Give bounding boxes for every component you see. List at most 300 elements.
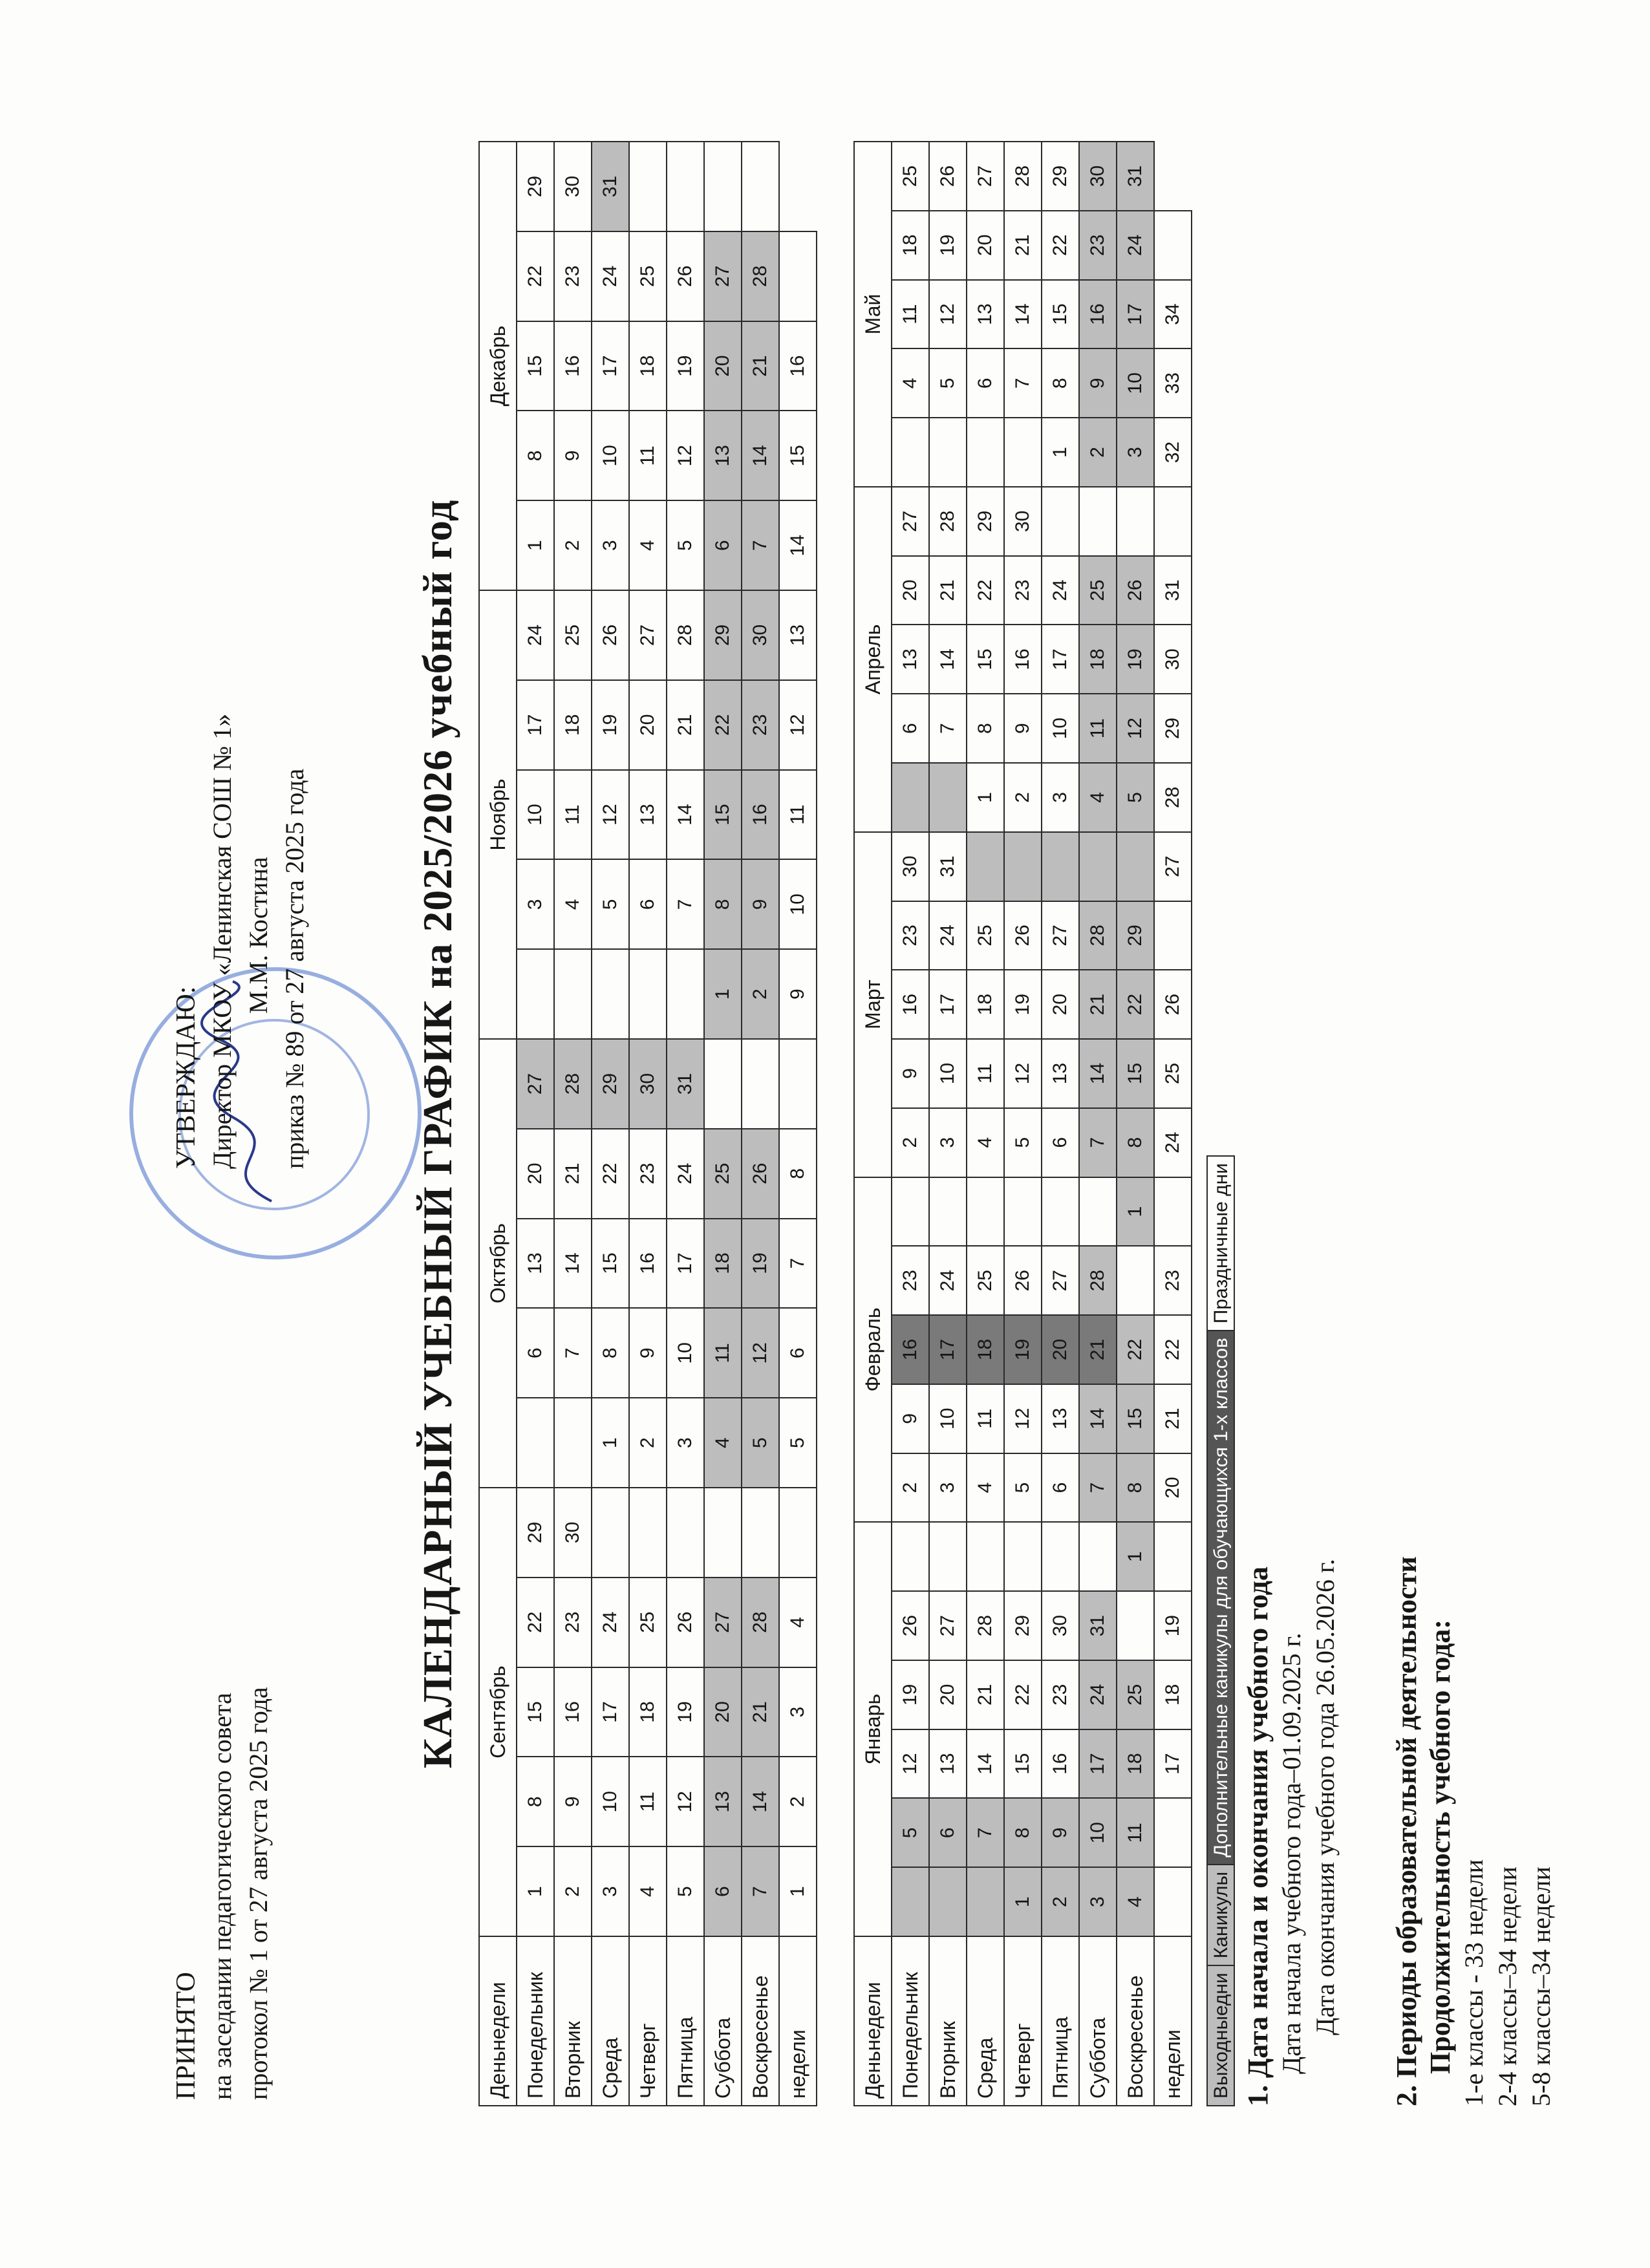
month-header: Январь — [854, 1522, 892, 1936]
date-cell — [1154, 1177, 1192, 1246]
date-cell — [667, 142, 704, 231]
date-cell: 29 — [517, 1488, 554, 1578]
date-cell: 18 — [1154, 1660, 1192, 1729]
date-cell: 9 — [554, 411, 592, 500]
date-cell: 27 — [929, 1591, 967, 1660]
date-cell: 9 — [1042, 1798, 1079, 1867]
date-cell — [1117, 1246, 1154, 1315]
date-cell — [704, 1039, 742, 1129]
date-cell: 24 — [1042, 556, 1079, 625]
date-cell: 17 — [1117, 280, 1154, 349]
date-cell: 20 — [1154, 1453, 1192, 1523]
date-cell: 13 — [517, 1219, 554, 1309]
approved-line-3: приказ № 89 от 27 августа 2025 года — [280, 768, 309, 1169]
date-cell: 26 — [1004, 901, 1042, 970]
date-cell: 4 — [629, 1846, 667, 1936]
date-cell: 21 — [1004, 211, 1042, 280]
date-cell: 4 — [1079, 763, 1117, 832]
date-cell — [779, 1488, 817, 1578]
date-cell: 1 — [517, 1846, 554, 1936]
date-cell: 18 — [967, 970, 1004, 1039]
date-cell: 5 — [892, 1798, 929, 1867]
approved-block — [168, 714, 313, 1169]
calendar-header-row — [854, 142, 892, 2106]
date-cell: 7 — [1079, 1453, 1117, 1523]
date-cell: 13 — [1042, 1039, 1079, 1108]
date-cell: 4 — [967, 1108, 1004, 1177]
section-dates — [1241, 1559, 1342, 2106]
date-cell: 10 — [929, 1384, 967, 1453]
date-cell: 10 — [592, 1757, 629, 1846]
day-name: Суббота — [1079, 1936, 1117, 2106]
date-cell: 25 — [629, 231, 667, 321]
date-cell: 16 — [1042, 1729, 1079, 1799]
date-cell: 16 — [554, 1667, 592, 1757]
date-cell — [892, 418, 929, 487]
day-name: Вторник — [929, 1936, 967, 2106]
date-cell: 16 — [629, 1219, 667, 1309]
accepted-line-2: протокол № 1 от 27 августа 2025 года — [244, 1687, 273, 2100]
date-cell: 15 — [1004, 1729, 1042, 1799]
day-name: Пятница — [667, 1936, 704, 2106]
date-cell — [1004, 832, 1042, 901]
day-name: Понедельник — [517, 1936, 554, 2106]
date-cell: 11 — [779, 770, 817, 860]
date-cell — [742, 1488, 779, 1578]
date-cell: 6 — [929, 1798, 967, 1867]
day-name: Четверг — [629, 1936, 667, 2106]
date-cell: 7 — [667, 859, 704, 949]
date-cell: 7 — [779, 1219, 817, 1309]
calendar-row — [892, 142, 929, 2106]
date-cell: 12 — [667, 1757, 704, 1846]
date-cell: 1 — [779, 1846, 817, 1936]
day-of-week-header: Деньнедели — [854, 1936, 892, 2106]
date-cell: 15 — [704, 770, 742, 860]
day-name: Пятница — [1042, 1936, 1079, 2106]
date-cell: 26 — [667, 1578, 704, 1667]
date-cell: 21 — [1079, 1315, 1117, 1384]
date-cell: 19 — [892, 1660, 929, 1729]
accepted-title: ПРИНЯТО — [171, 1972, 201, 2100]
date-cell: 23 — [892, 901, 929, 970]
date-cell — [892, 1867, 929, 1936]
date-cell: 17 — [592, 321, 629, 411]
date-cell: 1 — [704, 949, 742, 1039]
calendar-row — [517, 142, 554, 2106]
date-cell: 5 — [1004, 1108, 1042, 1177]
date-cell: 28 — [1079, 901, 1117, 970]
date-cell: 23 — [1154, 1246, 1192, 1315]
date-cell: 14 — [929, 625, 967, 694]
date-cell: 1 — [1004, 1867, 1042, 1936]
date-cell: 28 — [929, 487, 967, 556]
date-cell: 4 — [1117, 1867, 1154, 1936]
date-cell: 7 — [929, 694, 967, 763]
date-cell: 18 — [1117, 1729, 1154, 1799]
month-header: Ноябрь — [479, 590, 517, 1039]
date-cell: 22 — [592, 1129, 629, 1219]
date-cell: 11 — [629, 1757, 667, 1846]
date-cell: 25 — [704, 1129, 742, 1219]
date-cell: 18 — [554, 680, 592, 770]
day-name: Суббота — [704, 1936, 742, 2106]
date-cell: 10 — [1042, 694, 1079, 763]
date-cell: 19 — [667, 1667, 704, 1757]
calendar-row — [629, 142, 667, 2106]
date-cell: 3 — [1042, 763, 1079, 832]
date-cell: 10 — [929, 1039, 967, 1108]
date-cell: 8 — [517, 411, 554, 500]
date-cell: 13 — [929, 1729, 967, 1799]
date-cell: 5 — [742, 1398, 779, 1488]
date-cell: 25 — [967, 901, 1004, 970]
date-cell: 23 — [892, 1246, 929, 1315]
date-cell: 17 — [929, 970, 967, 1039]
date-cell: 20 — [967, 211, 1004, 280]
date-cell — [667, 1488, 704, 1578]
date-cell: 9 — [779, 949, 817, 1039]
date-cell: 22 — [1042, 211, 1079, 280]
date-cell: 26 — [667, 231, 704, 321]
date-cell: 7 — [742, 500, 779, 590]
date-cell: 2 — [779, 1757, 817, 1846]
date-cell — [1154, 487, 1192, 556]
date-cell: 19 — [1004, 1315, 1042, 1384]
date-cell: 17 — [1042, 625, 1079, 694]
date-cell: 21 — [1079, 970, 1117, 1039]
date-cell: 30 — [1154, 625, 1192, 694]
approved-title: УТВЕРЖДАЮ: — [171, 986, 201, 1169]
section2-line-1: 1-е классы - 33 недели — [1459, 1859, 1488, 2106]
date-cell: 29 — [517, 142, 554, 231]
date-cell: 5 — [667, 1846, 704, 1936]
date-cell: 26 — [892, 1591, 929, 1660]
date-cell: 6 — [1042, 1108, 1079, 1177]
date-cell — [1042, 487, 1079, 556]
date-cell: 30 — [554, 142, 592, 231]
date-cell: 8 — [517, 1757, 554, 1846]
date-cell: 19 — [929, 211, 967, 280]
day-name: Среда — [967, 1936, 1004, 2106]
date-cell: 8 — [1042, 348, 1079, 418]
date-cell: 10 — [779, 859, 817, 949]
date-cell — [1154, 1522, 1192, 1591]
section-periods — [1390, 1556, 1558, 2106]
month-header: Февраль — [854, 1177, 892, 1523]
date-cell: 17 — [517, 680, 554, 770]
date-cell: 28 — [742, 1578, 779, 1667]
date-cell: 29 — [704, 590, 742, 680]
date-cell — [554, 949, 592, 1039]
date-cell: 9 — [554, 1757, 592, 1846]
date-cell: 26 — [1154, 970, 1192, 1039]
date-cell: 1 — [1117, 1177, 1154, 1246]
date-cell: 24 — [592, 1578, 629, 1667]
day-name: Четверг — [1004, 1936, 1042, 2106]
date-cell: 16 — [1004, 625, 1042, 694]
date-cell: 7 — [967, 1798, 1004, 1867]
date-cell — [1004, 1522, 1042, 1591]
date-cell: 20 — [704, 321, 742, 411]
month-header: Март — [854, 832, 892, 1177]
date-cell: 13 — [779, 590, 817, 680]
date-cell: 6 — [517, 1308, 554, 1398]
date-cell: 31 — [929, 832, 967, 901]
date-cell: 16 — [1079, 280, 1117, 349]
date-cell — [629, 1488, 667, 1578]
date-cell: 23 — [629, 1129, 667, 1219]
date-cell: 7 — [1004, 348, 1042, 418]
date-cell: 7 — [554, 1308, 592, 1398]
date-cell — [1117, 832, 1154, 901]
date-cell: 11 — [1117, 1798, 1154, 1867]
date-cell: 13 — [892, 625, 929, 694]
date-cell: 12 — [929, 280, 967, 349]
date-cell: 22 — [967, 556, 1004, 625]
date-cell: 31 — [1079, 1591, 1117, 1660]
date-cell: 13 — [704, 1757, 742, 1846]
calendar-table-spring — [853, 141, 1192, 2106]
date-cell: 22 — [517, 231, 554, 321]
date-cell — [1079, 832, 1117, 901]
date-cell: 7 — [742, 1846, 779, 1936]
date-cell — [1079, 1177, 1117, 1246]
date-cell: 8 — [1117, 1453, 1154, 1523]
date-cell: 19 — [742, 1219, 779, 1309]
accepted-line-1: на заседании педагогического совета — [208, 1693, 237, 2100]
date-cell — [1117, 1591, 1154, 1660]
date-cell: 21 — [554, 1129, 592, 1219]
calendar-row — [704, 142, 742, 2106]
date-cell: 23 — [1004, 556, 1042, 625]
date-cell — [629, 142, 667, 231]
date-cell: 8 — [704, 859, 742, 949]
date-cell: 22 — [517, 1578, 554, 1667]
calendar-row — [1004, 142, 1042, 2106]
date-cell: 6 — [704, 500, 742, 590]
date-cell: 30 — [892, 832, 929, 901]
date-cell: 8 — [1117, 1108, 1154, 1177]
date-cell: 1 — [967, 763, 1004, 832]
date-cell: 15 — [779, 411, 817, 500]
date-cell: 23 — [554, 231, 592, 321]
day-name: Воскресенье — [1117, 1936, 1154, 2106]
date-cell: 9 — [742, 859, 779, 949]
calendar-row — [1079, 142, 1117, 2106]
date-cell: 31 — [1117, 142, 1154, 211]
section1-end: Дата окончания учебного года 26.05.2026 г. — [1311, 1559, 1340, 2035]
date-cell: 17 — [929, 1315, 967, 1384]
date-cell: 11 — [1079, 694, 1117, 763]
date-cell: 15 — [1117, 1039, 1154, 1108]
date-cell: 16 — [554, 321, 592, 411]
date-cell: 25 — [892, 142, 929, 211]
date-cell: 16 — [892, 970, 929, 1039]
date-cell: 31 — [592, 142, 629, 231]
date-cell: 25 — [554, 590, 592, 680]
date-cell: 1 — [517, 500, 554, 590]
calendar-row — [592, 142, 629, 2106]
date-cell: 28 — [667, 590, 704, 680]
date-cell — [929, 1522, 967, 1591]
date-cell: 2 — [742, 949, 779, 1039]
date-cell — [967, 1867, 1004, 1936]
section2-subheading: Продолжительность учебного года: — [1424, 1619, 1456, 2074]
date-cell: 4 — [629, 500, 667, 590]
date-cell: 12 — [779, 680, 817, 770]
date-cell: 22 — [1154, 1315, 1192, 1384]
date-cell: 5 — [592, 859, 629, 949]
date-cell: 29 — [967, 487, 1004, 556]
date-cell: 26 — [929, 142, 967, 211]
day-name: Воскресенье — [742, 1936, 779, 2106]
date-cell: 25 — [1079, 556, 1117, 625]
date-cell: 1 — [1117, 1522, 1154, 1591]
date-cell: 29 — [1042, 142, 1079, 211]
date-cell: 21 — [742, 1667, 779, 1757]
date-cell: 6 — [967, 348, 1004, 418]
calendar-row — [742, 142, 779, 2106]
date-cell: 16 — [779, 321, 817, 411]
date-cell: 10 — [1079, 1798, 1117, 1867]
date-cell: 20 — [929, 1660, 967, 1729]
date-cell: 27 — [1154, 832, 1192, 901]
date-cell: 6 — [1042, 1453, 1079, 1523]
date-cell: 21 — [742, 321, 779, 411]
date-cell: 8 — [592, 1308, 629, 1398]
date-cell — [967, 418, 1004, 487]
date-cell: 11 — [967, 1384, 1004, 1453]
date-cell — [892, 1522, 929, 1591]
legend-weekends: Выходныедни — [1206, 1965, 1235, 2106]
date-cell: 1 — [1042, 418, 1079, 487]
date-cell — [1154, 211, 1192, 280]
date-cell: 30 — [1042, 1591, 1079, 1660]
day-name: Понедельник — [892, 1936, 929, 2106]
date-cell: 3 — [929, 1453, 967, 1523]
date-cell: 2 — [554, 1846, 592, 1936]
date-cell: 23 — [742, 680, 779, 770]
date-cell — [967, 1522, 1004, 1591]
date-cell: 15 — [1042, 280, 1079, 349]
date-cell: 9 — [1079, 348, 1117, 418]
date-cell: 24 — [592, 231, 629, 321]
date-cell: 6 — [629, 859, 667, 949]
date-cell: 3 — [592, 500, 629, 590]
date-cell: 6 — [779, 1308, 817, 1398]
date-cell — [1042, 1522, 1079, 1591]
date-cell: 21 — [667, 680, 704, 770]
date-cell: 20 — [1042, 970, 1079, 1039]
calendar-table-autumn — [478, 141, 817, 2106]
calendar-row — [1042, 142, 1079, 2106]
date-cell: 28 — [1004, 142, 1042, 211]
section2-line-3: 5-8 классы–34 недели — [1527, 1867, 1556, 2106]
calendar-row — [779, 142, 817, 2106]
section2-heading: 2. Периоды образовательной деятельности — [1391, 1556, 1422, 2106]
date-cell: 30 — [742, 590, 779, 680]
legend-extra-holidays: Дополнительные каникулы для обучающихся 1-х классов — [1206, 1330, 1235, 1864]
date-cell: 6 — [892, 694, 929, 763]
date-cell: 3 — [1079, 1867, 1117, 1936]
calendar-row — [554, 142, 592, 2106]
date-cell: 5 — [779, 1398, 817, 1488]
date-cell: 4 — [554, 859, 592, 949]
date-cell: 11 — [704, 1308, 742, 1398]
date-cell: 10 — [592, 411, 629, 500]
date-cell: 17 — [1154, 1729, 1192, 1799]
month-header: Октябрь — [479, 1039, 517, 1488]
date-cell: 2 — [1079, 418, 1117, 487]
date-cell: 34 — [1154, 280, 1192, 349]
date-cell: 22 — [704, 680, 742, 770]
date-cell: 20 — [629, 680, 667, 770]
date-cell: 13 — [1042, 1384, 1079, 1453]
date-cell: 21 — [1154, 1384, 1192, 1453]
date-cell: 14 — [667, 770, 704, 860]
date-cell — [742, 1039, 779, 1129]
date-cell: 25 — [629, 1578, 667, 1667]
date-cell — [892, 763, 929, 832]
date-cell: 29 — [1154, 694, 1192, 763]
date-cell: 19 — [667, 321, 704, 411]
date-cell: 10 — [517, 770, 554, 860]
date-cell: 15 — [517, 321, 554, 411]
date-cell — [667, 949, 704, 1039]
date-cell: 17 — [1079, 1729, 1117, 1799]
date-cell: 24 — [929, 901, 967, 970]
calendar-header-row — [479, 142, 517, 2106]
date-cell: 28 — [1154, 763, 1192, 832]
date-cell: 29 — [1117, 901, 1154, 970]
approved-line-1: Директор МКОУ «Ленинская СОШ № 1» — [208, 713, 237, 1169]
date-cell: 8 — [1004, 1798, 1042, 1867]
date-cell: 15 — [967, 625, 1004, 694]
date-cell: 12 — [1117, 694, 1154, 763]
date-cell: 4 — [967, 1453, 1004, 1523]
date-cell: 14 — [1079, 1384, 1117, 1453]
date-cell: 3 — [667, 1398, 704, 1488]
date-cell: 27 — [1042, 1246, 1079, 1315]
date-cell — [592, 949, 629, 1039]
date-cell: 11 — [967, 1039, 1004, 1108]
date-cell: 20 — [704, 1667, 742, 1757]
date-cell: 13 — [967, 280, 1004, 349]
calendar-row — [929, 142, 967, 2106]
date-cell: 26 — [1117, 556, 1154, 625]
date-cell: 21 — [967, 1660, 1004, 1729]
date-cell: 18 — [629, 321, 667, 411]
date-cell: 14 — [967, 1729, 1004, 1799]
date-cell: 30 — [554, 1488, 592, 1578]
date-cell — [1154, 901, 1192, 970]
day-name: недели — [779, 1936, 817, 2106]
date-cell: 28 — [742, 231, 779, 321]
date-cell: 22 — [1117, 1315, 1154, 1384]
date-cell — [704, 142, 742, 231]
date-cell — [967, 832, 1004, 901]
date-cell: 22 — [1004, 1660, 1042, 1729]
date-cell: 11 — [629, 411, 667, 500]
accepted-block — [168, 1687, 277, 2100]
date-cell: 29 — [1004, 1591, 1042, 1660]
date-cell: 9 — [892, 1039, 929, 1108]
date-cell — [929, 1177, 967, 1246]
date-cell: 12 — [892, 1729, 929, 1799]
legend-public-holidays: Праздничные дни — [1206, 1155, 1235, 1330]
date-cell: 12 — [1004, 1039, 1042, 1108]
